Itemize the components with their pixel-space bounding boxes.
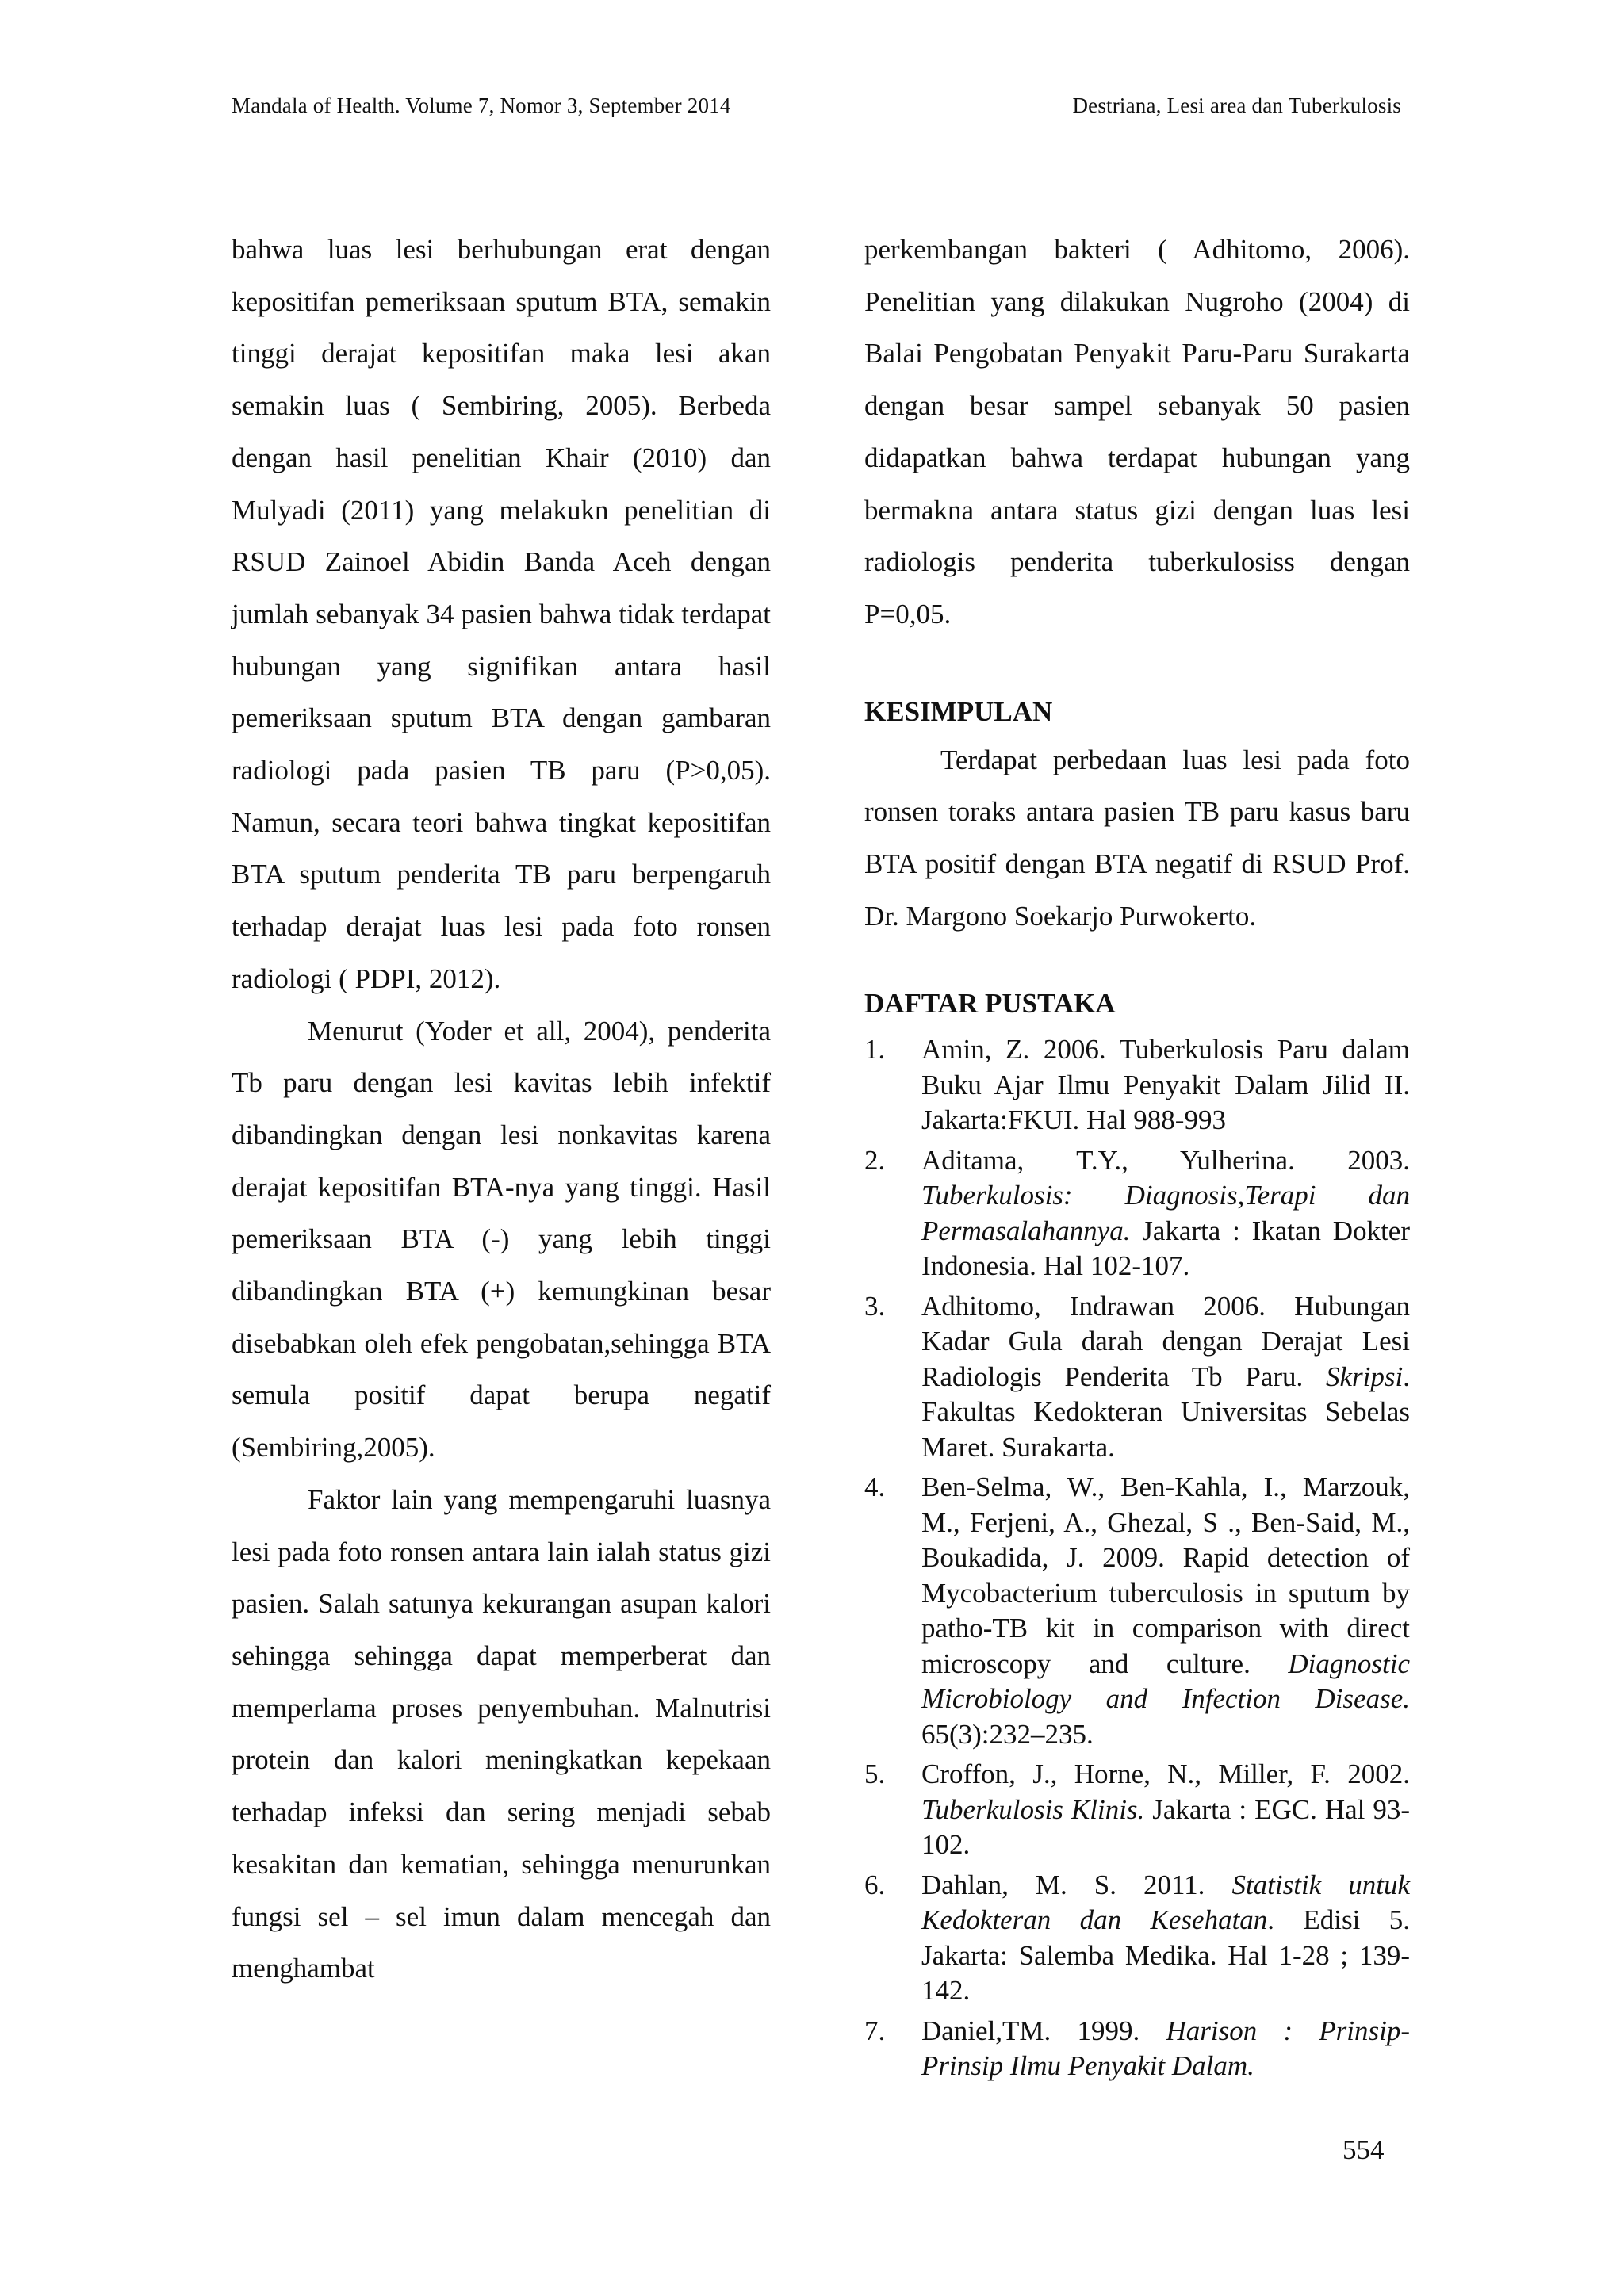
conclusion-text: Terdapat perbedaan luas lesi pada foto ronsen toraks antara pasien TB paru kasus baru BTA positif dengan BTA negatif di RSUD Prof. Dr. Margono Soekarjo Purwokerto. — [864, 744, 1410, 932]
paragraph-continuation: perkembangan bakteri ( Adhitomo, 2006). Penelitian yang dilakukan Nugroho (2004) di Balai Pengobatan Penyakit Paru-Paru Surakarta dengan besar sampel sebanyak 50 pasien didapatkan bahwa terdapat hubungan yang bermakna antara status gizi dengan luas lesi radiologis penderita tuberkulosiss dengan P=0,05. — [864, 234, 1410, 629]
reference-text: Ben-Selma, W., Ben-Kahla, I., Marzouk, M., Ferjeni, A., Ghezal, S ., Ben-Said, M., Boukadida, J. 2009. Rapid detection of Mycobacterium tuberculosis in sputum by patho-TB kit in comparison with direct microscopy and culture. — [921, 1471, 1410, 1679]
reference-text: Amin, Z. 2006. Tuberkulosis Paru dalam Buku Ajar Ilmu Penyakit Dalam Jilid II. Jakarta:FKUI. Hal 988-993 — [921, 1034, 1410, 1136]
reference-publisher: . Fakultas Kedokteran Universitas Sebelas Maret. Surakarta. — [921, 1360, 1410, 1463]
reference-publisher: 65(3):232–235. — [921, 1718, 1094, 1750]
reference-number: 6. — [864, 1869, 886, 1900]
reference-title: Tuberkulosis Klinis. — [921, 1793, 1145, 1825]
reference-text: Aditama, T.Y., Yulherina. 2003. — [921, 1144, 1410, 1176]
references-heading: DAFTAR PUSTAKA — [864, 988, 1116, 1020]
reference-publisher: Jakarta : Ikatan Dokter Indonesia. Hal 102-107. — [921, 1215, 1410, 1282]
paragraph-2: Menurut (Yoder et all, 2004), penderita Tb paru dengan lesi kavitas lebih infektif dibandingkan dengan lesi nonkavitas karena derajat kepositifan BTA-nya yang tinggi. Hasil pemeriksaan BTA (-) yang lebih tinggi dibandingkan BTA (+) kemungkinan besar disebabkan oleh efek pengobatan,sehingga BTA semula positif dapat berupa negatif (Sembiring,2005). — [232, 1015, 771, 1464]
reference-title: Harison : Prinsip-Prinsip Ilmu Penyakit Dalam. — [921, 2015, 1411, 2082]
reference-text: Daniel,TM. 1999. — [921, 2015, 1166, 2046]
reference-publisher: . Edisi 5. Jakarta: Salemba Medika. Hal 1-28 ; 139-142. — [921, 1904, 1410, 2007]
right-column — [864, 224, 1410, 2089]
references-list — [864, 1032, 1410, 2084]
reference-item — [864, 1032, 1410, 1138]
reference-item — [864, 1289, 1410, 1466]
reference-item — [864, 1470, 1410, 1752]
reference-number: 5. — [864, 1758, 886, 1790]
reference-number: 4. — [864, 1471, 886, 1503]
left-column — [232, 224, 771, 1995]
reference-title: Statistik untuk Kedokteran dan Kesehatan — [921, 1869, 1410, 1936]
paragraph-1: bahwa luas lesi berhubungan erat dengan kepositifan pemeriksaan sputum BTA, semakin tinggi derajat kepositifan maka lesi akan semakin luas ( Sembiring, 2005). Berbeda dengan hasil penelitian Khair (2010) dan Mulyadi (2011) yang melakukn penelitian di RSUD Zainoel Abidin Banda Aceh dengan jumlah sebanyak 34 pasien bahwa tidak terdapat hubungan yang signifikan antara hasil pemeriksaan sputum BTA dengan gambaran radiologi pada pasien TB paru (P>0,05). Namun, secara teori bahwa tingkat kepositifan BTA sputum penderita TB paru berpengaruh terhadap derajat luas lesi pada foto ronsen radiologi ( PDPI, 2012). — [232, 234, 771, 994]
paragraph-3: Faktor lain yang mempengaruhi luasnya lesi pada foto ronsen antara lain ialah status gizi pasien. Salah satunya kekurangan asupan kalori sehingga sehingga dapat memperberat dan memperlama proses penyembuhan. Malnutrisi protein dan kalori meningkatkan kepekaan terhadap infeksi dan sering menjadi sebab kesakitan dan kematian, sehingga menurunkan fungsi sel – sel imun dalam mencegah dan menghambat — [232, 1483, 771, 1984]
conclusion-heading: KESIMPULAN — [864, 695, 1053, 727]
reference-title: Skripsi — [1326, 1360, 1404, 1392]
running-header-journal: Mandala of Health. Volume 7, Nomor 3, September 2014 — [232, 94, 731, 117]
reference-item — [864, 1757, 1410, 1863]
reference-number: 3. — [864, 1290, 886, 1322]
reference-title: Tuberkulosis: Diagnosis,Terapi dan Permasalahannya. — [921, 1180, 1410, 1246]
reference-text: Adhitomo, Indrawan 2006. Hubungan Kadar Gula darah dengan Derajat Lesi Radiologis Penderita Tb Paru. — [921, 1290, 1410, 1392]
reference-number: 2. — [864, 1144, 886, 1176]
page-number: 554 — [1342, 2134, 1385, 2165]
reference-text: Croffon, J., Horne, N., Miller, F. 2002. — [921, 1758, 1410, 1790]
reference-number: 7. — [864, 2015, 886, 2046]
reference-item — [864, 1143, 1410, 1284]
reference-title: Diagnostic Microbiology and Infection Disease. — [921, 1647, 1410, 1715]
reference-number: 1. — [864, 1034, 886, 1066]
reference-item — [864, 2014, 1410, 2084]
reference-item — [864, 1868, 1410, 2009]
reference-text: Dahlan, M. S. 2011. — [921, 1869, 1232, 1900]
reference-publisher: Jakarta : EGC. Hal 93-102. — [921, 1793, 1410, 1861]
running-header-author: Destriana, Lesi area dan Tuberkulosis — [1072, 94, 1401, 117]
